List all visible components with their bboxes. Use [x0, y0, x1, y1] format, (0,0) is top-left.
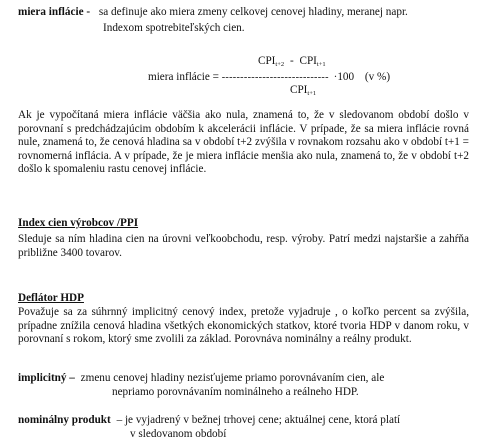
nominal-term: nominálny produkt [18, 414, 111, 426]
inflation-def-line1: sa definuje ako miera zmeny celkovej cenovej hladiny, meranej napr. [98, 6, 408, 18]
deflator-heading: Deflátor HDP [18, 292, 84, 304]
fraction-line: ----------------------------- [221, 72, 329, 83]
inflation-definition [18, 6, 408, 20]
ppi-paragraph: Sleduje sa ním hladina cien na úrovni veľkoobchodu, resp. výroby. Patrí medzi najstaršie a zahŕňa približne 3400 tovarov. [18, 233, 469, 259]
numerator-minus: - [289, 55, 294, 67]
numerator-cpi-a: CPI [258, 55, 276, 67]
formula-denominator [290, 84, 316, 101]
nominal-definition [18, 414, 400, 428]
denominator-cpi: CPI [290, 84, 308, 96]
formula-lhs: miera inflácie = [148, 71, 219, 83]
ppi-heading: Index cien výrobcov /PPI [18, 217, 139, 229]
inflation-paragraph: Ak je vypočítaná miera inflácie väčšia ako nula, znamená to, že v sledovanom období došlo v porovnaní s predchádzajúcim obdobím k akcelerácii inflácie. V prípade, že sa miera inflácie rovná nule, znamená to, že cenová hladina sa v období t+2 zvýšila v rovnakom rozsahu ako v období t+1 = rovnomerná inflácia. A v prípade, že je miera inflácie menšia ako nula, znamená to, že v období t+2 došlo k spomaleniu rastu cenovej inflácie. [18, 109, 469, 176]
formula-multiplier: ·100 [333, 71, 355, 83]
inflation-def-line2: Indexom spotrebiteľských cien. [103, 22, 245, 34]
implicit-term: implicitný – [18, 372, 75, 384]
numerator-cpi-b: CPI [299, 55, 317, 67]
formula-unit: (v %) [364, 71, 391, 83]
formula-numerator [258, 55, 326, 72]
numerator-sub-a: t+2 [275, 61, 285, 68]
nominal-line2: v sledovanom období [130, 428, 227, 440]
formula-row [148, 71, 390, 85]
numerator-sub-b: t+1 [316, 61, 326, 68]
implicit-line1: zmenu cenovej hladiny nezisťujeme priamo porovnávaním cien, ale [80, 372, 385, 384]
inflation-term: miera inflácie - [18, 6, 91, 18]
implicit-definition [18, 372, 384, 386]
implicit-line2: nepriamo porovnávaním nominálneho a reálneho HDP. [112, 386, 359, 398]
deflator-paragraph: Považuje sa za súhrnný implicitný cenový index, pretože vyjadruje , o koľko percent sa zvýšila, prípadne znížila cenová hladina všetkých ekonomických statkov, ktoré tvoria HDP v danom roku, v porovnaní s rokom, ktorý sme zvolili za základ. Porovnáva nominálny a reálny produkt. [18, 306, 469, 346]
nominal-line1: – je vyjadrený v bežnej trhovej cene; aktuálnej cene, ktorá platí [116, 414, 401, 426]
denominator-sub: t+1 [307, 90, 317, 97]
